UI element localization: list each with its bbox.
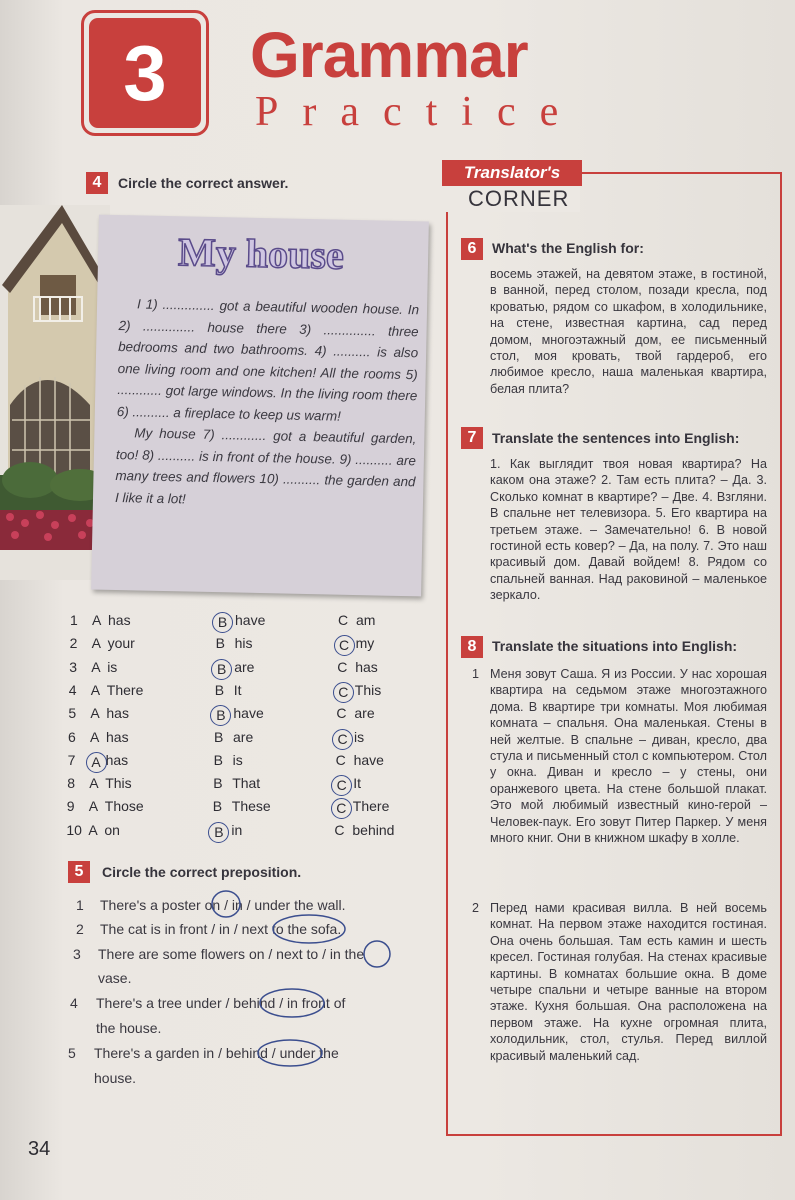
option-c: behind: [352, 821, 395, 838]
option-a: has: [105, 751, 129, 768]
exercise-7-number: 7: [461, 427, 483, 449]
card-paragraph-1: I 1) .............. got a beautiful wooden house. In 2) .............. house there 3) .............. three bedrooms and two bathrooms. 4) .......... is also one living room and one kitchen! All the rooms 5) ............ got large windows. In the living room there 6) .......... a fireplace to keep us warm!: [116, 296, 420, 424]
exercise-8-number: 8: [461, 636, 483, 658]
exercise-8-item-2-number: 2: [472, 901, 480, 915]
exercise-8-item-1-number: 1: [472, 667, 480, 681]
prep-item-3-cont: vase.: [98, 970, 132, 986]
unit-number: 3: [89, 18, 201, 128]
prep-item-2: The cat is in front / in / next to the sofa.: [100, 921, 342, 937]
option-c: There: [352, 798, 390, 815]
option-number: 2: [69, 635, 78, 652]
prep-item-5-number: 5: [68, 1045, 76, 1061]
option-a: has: [106, 728, 129, 745]
page-number: 34: [28, 1138, 51, 1160]
option-letter-b: B: [214, 681, 225, 698]
circled-answer-mark: C: [333, 682, 354, 703]
option-number: 7: [67, 751, 76, 768]
option-number: 1: [70, 612, 78, 628]
prep-item-5-cont: house.: [94, 1070, 137, 1086]
option-letter-c: C: [337, 658, 348, 675]
exercise-8-instruction: Translate the situations into English:: [492, 638, 738, 654]
prep-item-3: There are some flowers on / next to / in the: [98, 946, 365, 962]
option-c: is: [354, 728, 365, 745]
option-c: This: [354, 681, 382, 698]
card-title: My house: [177, 229, 345, 278]
circled-answer-mark: C: [331, 775, 352, 796]
option-letter-a: A: [89, 775, 99, 792]
exercise-4-instruction: Circle the correct answer.: [118, 175, 289, 191]
option-letter-b: B: [214, 728, 224, 745]
corner-tag-title: Translator's: [442, 160, 582, 186]
option-letter-c: C: [338, 612, 349, 628]
circled-answer-mark: C: [334, 635, 355, 656]
circled-answer-mark: B: [210, 705, 231, 726]
corner-tag-subtitle: CORNER: [468, 186, 570, 211]
option-number: 9: [66, 798, 75, 815]
option-b: are: [233, 728, 254, 745]
option-c: has: [355, 658, 378, 675]
prep-item-4: There's a tree under / behind / in front of: [96, 995, 346, 1011]
option-b: That: [232, 775, 261, 792]
circled-answer-mark: C: [332, 729, 353, 750]
option-b: are: [234, 658, 255, 675]
exercise-6-text: восемь этажей, на девятом этаже, в гостиной, в ванной, перед столом, позади кресла, под кроватью, рядом со шкафом, в холодильнике, на стене, известная картина, сад перед домом, многоэтажный дом, ее письменный стол, моя кровать, твой гардероб, его любимое кресло, наша маленькая квартира, белая плита?: [490, 267, 767, 396]
exercise-7-text: 1. Как выглядит твоя новая квартира? На каком она этаже? 2. Там есть плита? – Да. 3. Сколько комнат в квартире? – Две. 4. Взгляни. В спальне нет телевизора. 5. Его квартира на третьем этаже. – Замечательно! 6. В новой гостиной есть ковер? – Да, на полу. 7. Это наш красивый дом. Давай войдем! 8. Рядом со спальней ванная. Над раковиной – маленькое зеркало.: [490, 457, 767, 603]
prep-item-3-number: 3: [73, 946, 81, 962]
prep-item-2-number: 2: [76, 921, 84, 937]
option-b: It: [233, 681, 242, 698]
exercise-7-instruction: Translate the sentences into English:: [492, 430, 740, 446]
prep-item-4-cont: the house.: [96, 1020, 162, 1036]
option-a: Those: [104, 798, 144, 815]
exercise-6-number: 6: [461, 238, 483, 260]
option-b: These: [231, 798, 271, 815]
option-number: 8: [67, 775, 75, 792]
circled-answer-mark: B: [211, 659, 232, 680]
option-letter-c: C: [335, 751, 346, 768]
option-c: am: [356, 612, 376, 628]
option-letter-b: B: [215, 635, 225, 652]
page-title: Grammar: [250, 19, 528, 91]
circled-answer-mark: B: [208, 822, 229, 843]
option-letter-b: B: [212, 798, 223, 815]
option-letter-a: A: [91, 635, 101, 652]
circled-answer-mark: C: [331, 798, 352, 819]
option-number: 4: [68, 681, 77, 698]
page-subtitle: Practice: [255, 89, 583, 135]
circled-answer-mark: A: [86, 752, 107, 773]
option-b: in: [231, 821, 243, 838]
option-letter-a: A: [88, 821, 98, 838]
option-letter-a: A: [88, 798, 99, 815]
option-a: has: [108, 612, 131, 628]
prep-item-4-number: 4: [70, 995, 78, 1011]
prep-item-1-number: 1: [76, 897, 84, 913]
exercise-6-instruction: What's the English for:: [492, 240, 644, 256]
option-letter-c: C: [336, 705, 347, 722]
option-b: his: [234, 635, 253, 652]
option-c: have: [353, 751, 384, 768]
option-number: 10: [66, 821, 82, 838]
exercise-5-number: 5: [68, 861, 90, 883]
circled-answer-mark: B: [212, 612, 233, 633]
option-c: my: [355, 635, 375, 652]
option-a: This: [105, 775, 132, 792]
option-number: 5: [68, 705, 77, 722]
option-letter-a: A: [91, 658, 101, 675]
option-number: 3: [69, 658, 77, 675]
exercise-5-instruction: Circle the correct preposition.: [102, 864, 302, 880]
option-letter-a: A: [90, 705, 100, 722]
exercise-4-number: 4: [86, 172, 108, 194]
option-c: It: [353, 775, 361, 792]
option-letter-a: A: [90, 681, 101, 698]
option-number: 6: [68, 728, 76, 745]
option-letter-b: B: [213, 775, 223, 792]
option-b: have: [233, 705, 264, 722]
option-a: is: [107, 658, 118, 675]
option-a: your: [107, 635, 135, 652]
option-letter-a: A: [90, 728, 100, 745]
option-a: There: [106, 681, 144, 698]
option-b: have: [235, 612, 266, 628]
card-paragraph-2: My house 7) ............ got a beautiful garden, too! 8) .......... is in front of the house. 9) .......... are many trees and flowers 10) .......... the garden and I like it a lot!: [114, 425, 417, 506]
option-letter-b: B: [213, 751, 223, 768]
option-a: has: [106, 705, 129, 722]
option-letter-a: A: [92, 612, 102, 628]
exercise-8-item-1: Меня зовут Саша. Я из России. У нас хорошая квартира на седьмом этаже многоэтажного дома. В квартире три комнаты. Моя любимая комната – спальня. Она маленькая. Стены в ней желтые. В спальне – диван, кресло, два стула и письменный стол с компьютером. Стол у окна. Диван и кресло – у стены, они оранжевого цвета. На стене большой плакат. Это мой любимый известный кино-герой – Человек-паук. Его зовут Питер Паркер. У меня много книг. Они в книжном шкафу в холле.: [490, 667, 767, 846]
prep-item-5: There's a garden in / behind / under the: [94, 1045, 339, 1061]
option-b: is: [232, 751, 243, 768]
option-letter-c: C: [334, 821, 345, 838]
prep-item-1: There's a poster on / in / under the wall.: [100, 897, 346, 913]
option-a: on: [104, 821, 120, 838]
option-c: are: [354, 705, 375, 722]
exercise-8-item-2: Перед нами красивая вилла. В ней восемь комнат. На первом этаже находится гостиная. Она очень большая. Там есть камин и шесть кресел. Гостиная голубая. На стенах красивые картины. В комнатах большие окна. В доме четыре спальни и четыре ванные на втором этаже. Кухня большая. Она расположена на первом этаже. На кухне огромная плита, холодильник, стол, стулья. Перед виллой красивый маленький сад.: [490, 901, 767, 1063]
